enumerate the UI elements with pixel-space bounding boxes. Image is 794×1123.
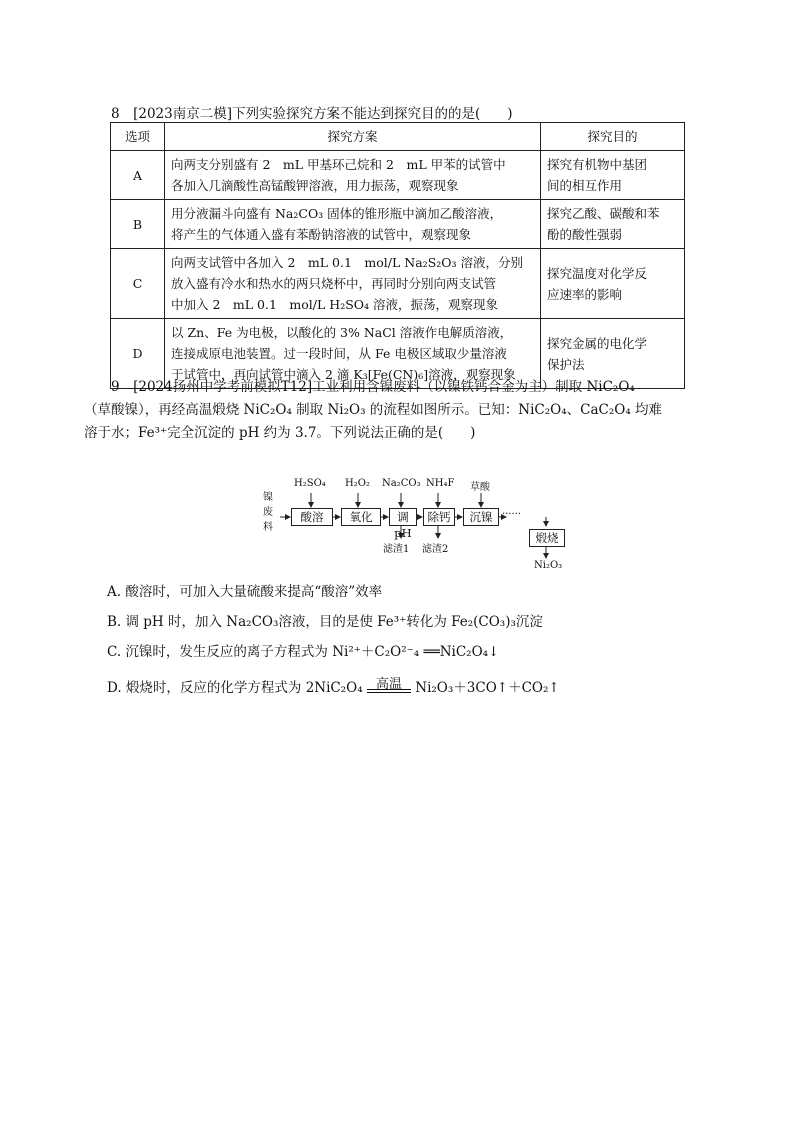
process-flow-diagram <box>258 476 578 576</box>
table-header-row <box>111 123 685 151</box>
source-char: 废 <box>263 507 273 518</box>
purpose-line: 应速率的影响 <box>547 286 623 302</box>
plan-line: 于试管中，再向试管中滴入 2 滴 K₃[Fe(CN)₆]溶液，观察现象 <box>171 367 516 382</box>
question-9-stem <box>84 376 700 445</box>
choice-b: B. 调 pH 时，加入 Na₂CO₃溶液，目的是使 Fe³⁺转化为 Fe₂(CO₃)₃沉淀 <box>107 614 543 630</box>
question-8-title: 8 [2023南京二模]下列实验探究方案不能达到探究目的的是( ) <box>111 106 513 122</box>
step-box: 除钙 <box>423 508 455 526</box>
purpose-line: 探究温度对化学反 <box>547 265 648 281</box>
row-purpose <box>541 200 685 249</box>
purpose-line: 探究乙酸、碳酸和苯 <box>547 206 660 221</box>
row-purpose <box>541 249 685 319</box>
choice-d-lhs: D. 煅烧时，反应的化学方程式为 2NiC₂O₄ <box>107 680 363 696</box>
calcine-box: 煅烧 <box>529 529 565 547</box>
flow-arrows <box>258 476 578 576</box>
purpose-line: 探究有机物中基团 <box>547 157 648 172</box>
purpose-line: 保护法 <box>547 356 585 372</box>
plan-line: 以 Zn、Fe 为电极，以酸化的 3% NaCl 溶液作电解质溶液， <box>171 325 513 340</box>
plan-line: 中加入 2 mL 0.1 mol/L H₂SO₄ 溶液，振荡，观察现象 <box>171 297 499 312</box>
purpose-line: 酚的酸性强弱 <box>547 227 623 242</box>
plan-line: 各加入几滴酸性高锰酸钾溶液，用力振荡，观察现象 <box>171 178 459 193</box>
table-row <box>111 249 685 319</box>
residue-label: 滤渣2 <box>422 544 449 555</box>
choices-list <box>107 580 560 706</box>
reagent-label: H₂O₂ <box>345 478 370 489</box>
row-option: C <box>111 249 165 319</box>
reaction-condition <box>367 677 411 700</box>
choice-a: A. 酸溶时，可加入大量硫酸来提高“酸溶”效率 <box>107 584 383 600</box>
row-plan <box>165 151 541 200</box>
source-char: 镍 <box>263 492 273 503</box>
stem-line: 溶于水；Fe³⁺完全沉淀的 pH 约为 3.7。下列说法正确的是( ) <box>84 425 476 441</box>
step-box: 调pH <box>389 508 417 526</box>
experiment-table <box>110 122 685 389</box>
step-box: 沉镍 <box>463 508 499 526</box>
plan-line: 向两支分别盛有 2 mL 甲基环己烷和 2 mL 甲苯的试管中 <box>171 157 506 172</box>
stem-line: （草酸镍），再经高温煅烧 NiC₂O₄ 制取 Ni₂O₃ 的流程如图所示。已知：NiC₂O₄、CaC₂O₄ 均难 <box>84 402 663 418</box>
purpose-line: 间的相互作用 <box>547 178 623 193</box>
plan-line: 向两支试管中各加入 2 mL 0.1 mol/L Na₂S₂O₃ 溶液，分别 <box>171 255 524 270</box>
step-box: 酸溶 <box>291 508 333 526</box>
table-row <box>111 151 685 200</box>
reagent-label: NH₄F <box>426 478 455 489</box>
plan-line: 将产生的气体通入盛有苯酚钠溶液的试管中，观察现象 <box>171 227 472 242</box>
plan-line: 连接成原电池装置。过一段时间，从 Fe 电极区域取少量溶液 <box>171 346 507 361</box>
row-option: B <box>111 200 165 249</box>
product-label: Ni₂O₃ <box>534 560 563 571</box>
header-purpose: 探究目的 <box>541 123 685 151</box>
choice-d-rhs: Ni₂O₃＋3CO↑＋CO₂↑ <box>415 680 560 696</box>
stem-line: 9 [2024扬州中学考前模拟T12]工业利用含镍废料（以镍铁钙合金为主）制取 NiC₂O₄ <box>111 379 635 395</box>
reagent-label: H₂SO₄ <box>294 478 326 489</box>
continuation-dots: ······ <box>502 509 522 520</box>
source-char: 料 <box>263 522 273 533</box>
reagent-label: Na₂CO₃ <box>382 478 421 489</box>
residue-label: 滤渣1 <box>383 544 410 555</box>
plan-line: 放入盛有冷水和热水的两只烧杯中，再同时分别向两支试管 <box>171 276 497 291</box>
purpose-line: 探究金属的电化学 <box>547 335 648 351</box>
row-plan <box>165 200 541 249</box>
row-plan <box>165 249 541 319</box>
row-purpose <box>541 151 685 200</box>
choice-d <box>107 676 560 700</box>
row-option: D <box>111 319 165 389</box>
header-plan: 探究方案 <box>165 123 541 151</box>
reagent-label: 草酸 <box>470 482 490 493</box>
choice-c: C. 沉镍时，发生反应的离子方程式为 Ni²⁺＋C₂O²⁻₄ ══NiC₂O₄↓ <box>107 644 500 660</box>
plan-line: 用分液漏斗向盛有 Na₂CO₃ 固体的锥形瓶中滴加乙酸溶液， <box>171 206 503 221</box>
step-box: 氧化 <box>341 508 381 526</box>
header-option: 选项 <box>111 123 165 151</box>
condition-label: 高温 <box>375 677 402 692</box>
table-row <box>111 200 685 249</box>
row-option: A <box>111 151 165 200</box>
